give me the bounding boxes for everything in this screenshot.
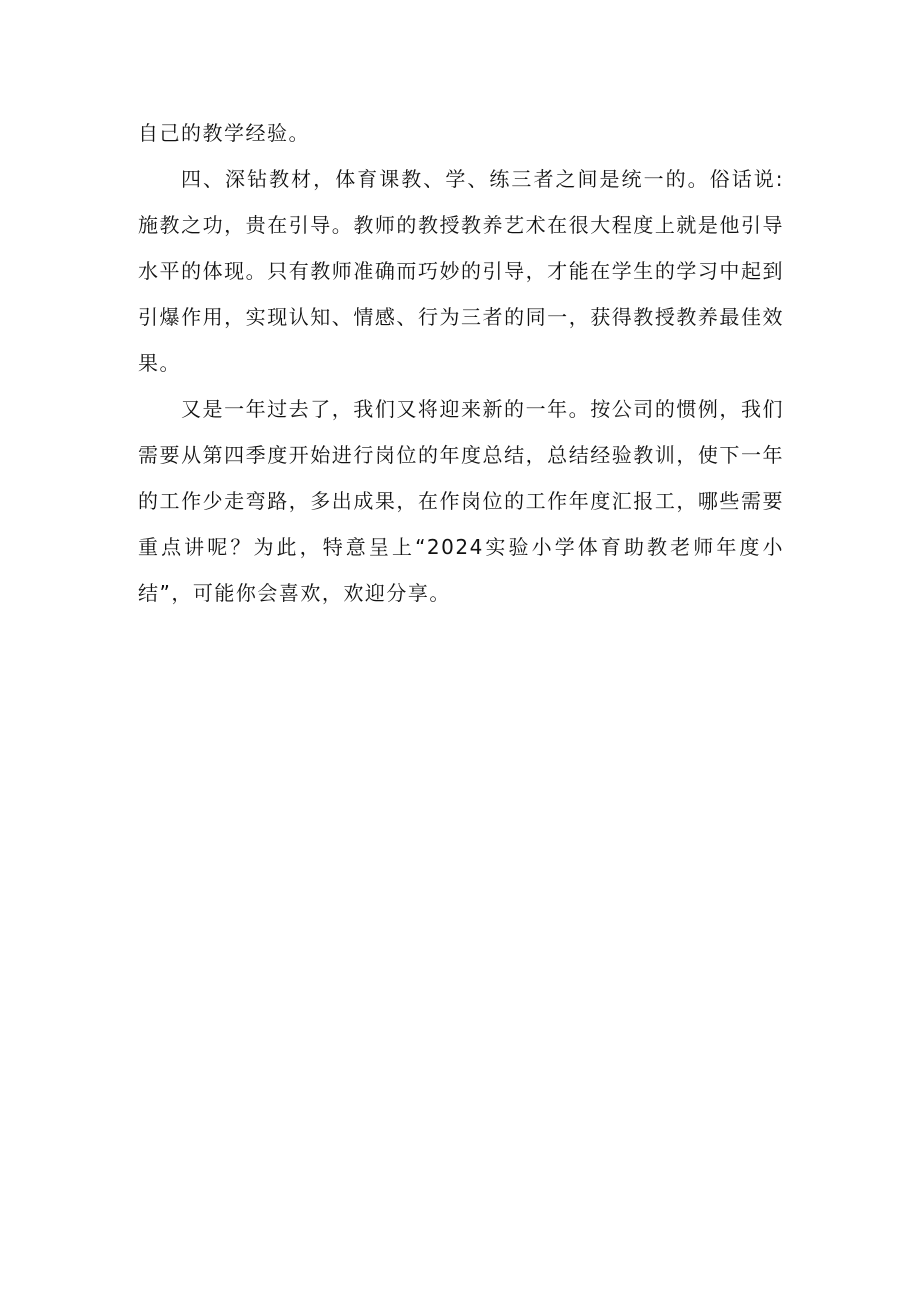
- paragraph-continuation: 自己的教学经验。: [138, 121, 310, 145]
- paragraph-year-summary: 又是一年过去了，我们又将迎来新的一年。按公司的惯例，我们需要从第四季度开始进行岗位的年度总结，总结经验教训，使下一年的工作少走弯路，多出成果，在作岗位的工作年度汇报工，哪些需要重点讲呢？为此，特意呈上“2024实验小学体育助教老师年度小结”，可能你会喜欢，欢迎分享。: [138, 397, 784, 605]
- document-body: [138, 110, 784, 616]
- paragraph-textbook-study: 四、深钻教材，体育课教、学、练三者之间是统一的。俗话说:施教之功，贵在引导。教师的教授教养艺术在很大程度上就是他引导水平的体现。只有教师准确而巧妙的引导，才能在学生的学习中起到引爆作用，实现认知、情感、行为三者的同一，获得教授教养最佳效果。: [138, 167, 784, 375]
